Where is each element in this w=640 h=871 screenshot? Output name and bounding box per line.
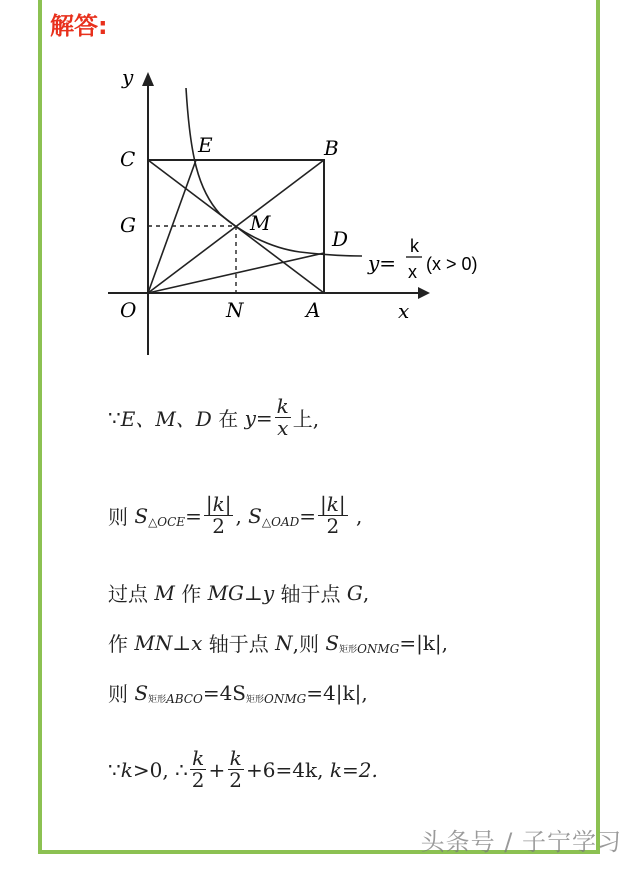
solution-line-5: 则 S 矩形 ABCO =4S 矩形 ONMG =4|k|,	[108, 680, 368, 706]
curve-label-den: x	[408, 262, 417, 282]
watermark: 头条号 / 子宁学习	[420, 828, 622, 856]
solution-line-1: ∵ E、M、D 在 y= $\frac{k}{x}$ 上,	[108, 394, 320, 440]
fraction-abs-k-over-2-b: $\frac{|k|}{2}$	[320, 492, 346, 538]
label-b: B	[324, 136, 339, 160]
fraction-k-over-x: $\frac{k}{x}$	[276, 394, 289, 440]
solution-line-6: ∵ k >0, ∴ $\frac{k}{2}$ + $\frac{k}{2}$ +6=4k, k=2.	[108, 746, 378, 792]
label-e: E	[198, 133, 213, 157]
label-c: C	[120, 147, 136, 171]
label-n: N	[226, 298, 244, 322]
x-axis-arrow-icon	[418, 287, 430, 299]
label-g: G	[120, 213, 136, 237]
fraction-abs-k-over-2: $\frac{|k|}{2}$	[205, 492, 232, 538]
label-y: y	[122, 65, 134, 89]
label-a: A	[306, 298, 321, 322]
curve-label-cond: (x > 0)	[426, 254, 478, 274]
label-m: M	[250, 211, 271, 235]
answer-heading: 解答:	[50, 12, 108, 40]
y-axis-arrow-icon	[142, 72, 154, 86]
curve-label-num: k	[410, 236, 419, 256]
label-x: x	[398, 299, 410, 323]
label-o: O	[120, 298, 137, 322]
fraction-k-over-2-b: $\frac{k}{2}$	[229, 746, 243, 792]
solution-line-2: 则 S △OCE = $\frac{|k|}{2}$ , S △OAD = $\frac{|k|}{2}$ ,	[108, 492, 363, 538]
geometry-figure	[100, 60, 520, 370]
fraction-k-over-2-a: $\frac{k}{2}$	[191, 746, 205, 792]
solution-line-3: 过点 M 作 MG ⊥ y 轴于点 G ,	[108, 580, 370, 606]
curve-label-y: y=	[368, 251, 397, 275]
solution-line-4: 作 MN ⊥ x 轴于点 N ,则 S 矩形 ONMG =|k|,	[108, 630, 449, 656]
label-d: D	[332, 227, 349, 251]
